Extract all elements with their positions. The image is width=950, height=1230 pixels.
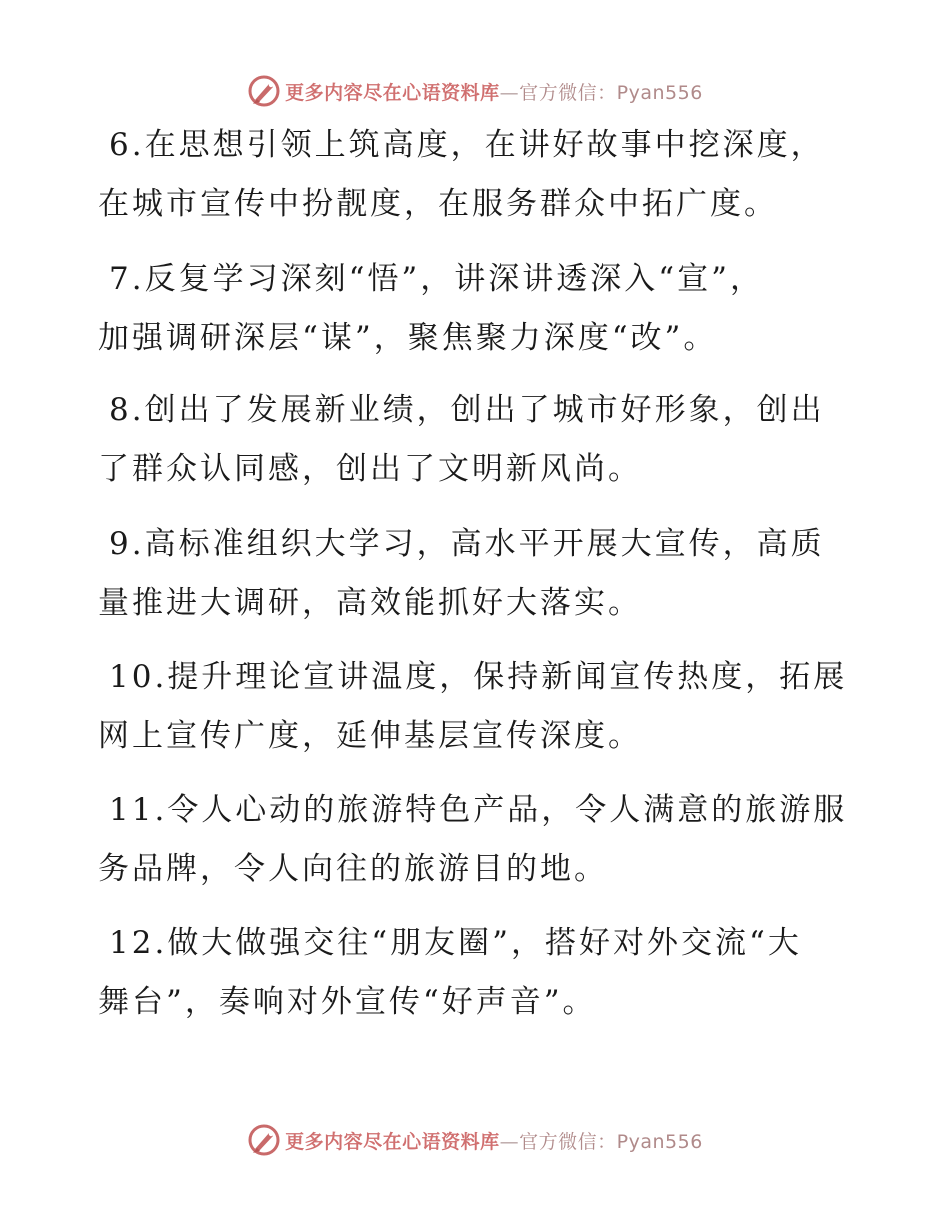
item-number: 11. [109, 792, 168, 828]
footer-separator: — [499, 1130, 520, 1153]
header-watermark [0, 71, 950, 111]
footer-watermark [0, 1120, 950, 1160]
list-item [98, 381, 858, 499]
header-separator: — [499, 81, 520, 104]
footer-brand: 更多内容尽在心语资料库 [285, 1130, 500, 1153]
item-first-line [98, 250, 858, 309]
list-item [98, 515, 858, 633]
item-text-continued: 网上宣传广度，延伸基层宣传深度。 [98, 718, 642, 754]
item-first-line [98, 914, 858, 973]
list-item [98, 250, 858, 368]
item-number: 7. [109, 261, 145, 297]
list-item [98, 914, 858, 1032]
footer-wechat: 官方微信：Pyan556 [519, 1130, 703, 1153]
item-number: 9. [109, 526, 145, 562]
item-text: 提升理论宣讲温度，保持新闻宣传热度，拓展 [167, 659, 848, 695]
item-text-continued: 了群众认同感，创出了文明新风尚。 [98, 451, 642, 487]
item-text: 反复学习深刻“悟”，讲深讲透深入“宣”， [144, 261, 764, 297]
item-first-line [98, 116, 858, 175]
pen-logo-icon [247, 74, 281, 108]
item-text-continued: 在城市宣传中扮靓度，在服务群众中拓广度。 [98, 186, 778, 222]
item-first-line [98, 648, 858, 707]
list-item [98, 116, 858, 234]
header-brand: 更多内容尽在心语资料库 [285, 81, 500, 104]
header-wechat: 官方微信：Pyan556 [519, 81, 703, 104]
item-text-continued: 量推进大调研，高效能抓好大落实。 [98, 585, 642, 621]
item-first-line [98, 381, 858, 440]
item-first-line [98, 781, 858, 840]
item-number: 12. [109, 925, 168, 961]
item-text: 在思想引领上筑高度，在讲好故事中挖深度， [144, 127, 825, 163]
pen-logo-icon [247, 1123, 281, 1157]
item-text: 做大做强交往“朋友圈”，搭好对外交流“大 [167, 925, 802, 961]
item-text: 创出了发展新业绩，创出了城市好形象，创出 [144, 392, 825, 428]
item-text: 高标准组织大学习，高水平开展大宣传，高质 [144, 526, 825, 562]
item-first-line [98, 515, 858, 574]
item-number: 6. [109, 127, 145, 163]
item-number: 10. [109, 659, 168, 695]
item-text-continued: 舞台”，奏响对外宣传“好声音”。 [98, 984, 597, 1020]
item-text-continued: 加强调研深层“谋”，聚焦聚力深度“改”。 [98, 320, 718, 356]
item-text-continued: 务品牌，令人向往的旅游目的地。 [98, 851, 608, 887]
list-item [98, 648, 858, 766]
item-number: 8. [109, 392, 145, 428]
list-item [98, 781, 858, 899]
item-text: 令人心动的旅游特色产品，令人满意的旅游服 [167, 792, 848, 828]
